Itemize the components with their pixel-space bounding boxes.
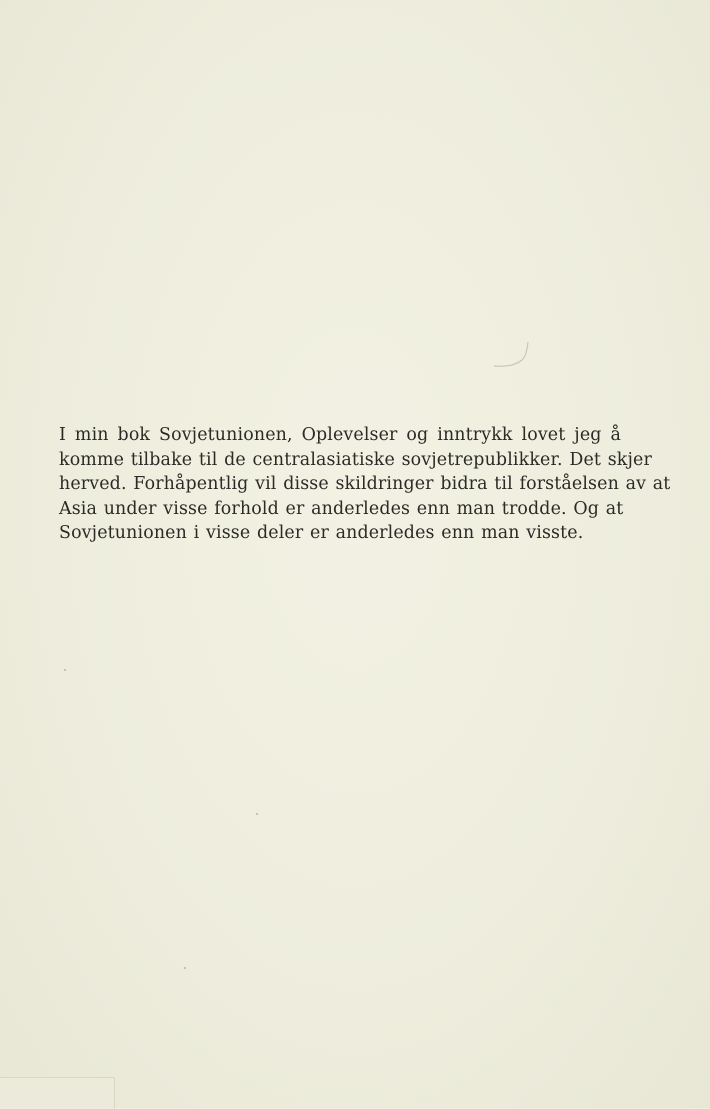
text-line-5: Sovjetunionen i visse deler er anderledes enn man visste. <box>59 523 584 543</box>
text-line-3: herved. Forhåpentlig vil disse skildringer bidra til forståelsen av at <box>59 474 671 494</box>
text-line-4: Asia under visse forhold er anderledes enn man trodde. Og at <box>59 498 624 519</box>
foreword-paragraph <box>59 423 671 546</box>
text-line-2: komme tilbake til de centralasiatiske sovjetrepublikker. Det skjer <box>59 449 652 470</box>
paper-speck <box>64 669 66 671</box>
page-corner-edge <box>0 1077 115 1109</box>
ink-smudge-mark <box>492 338 532 370</box>
paper-speck <box>184 967 186 969</box>
text-line-1: I min bok Sovjetunionen, Oplevelser og inntrykk lovet jeg å <box>59 425 621 445</box>
paper-speck <box>256 813 258 815</box>
